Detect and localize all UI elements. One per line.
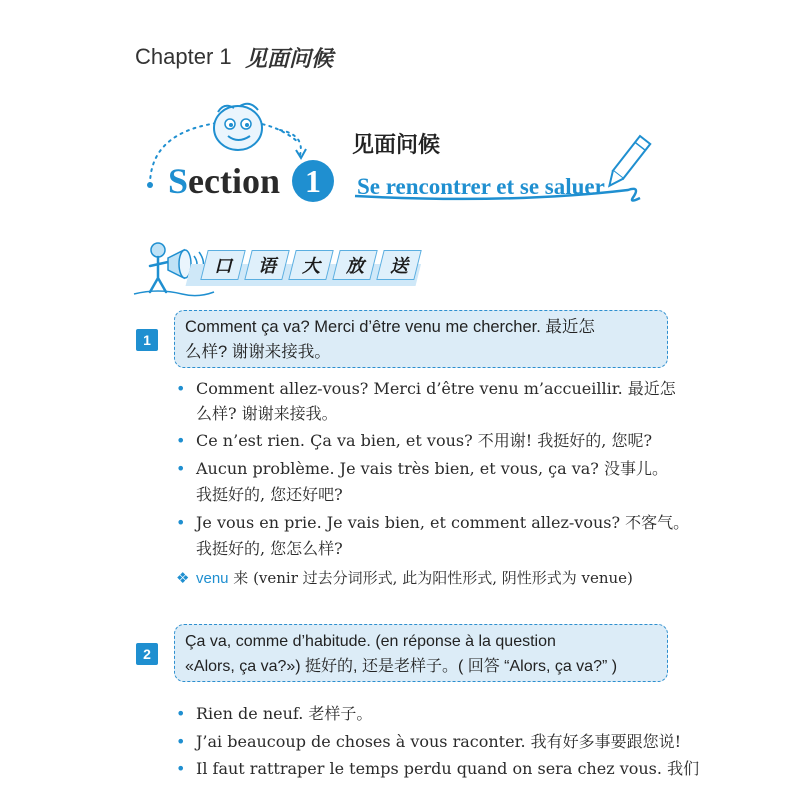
list-item: • J’ai beaucoup de choses à vous raconter. 我有好多事要跟您说! (176, 730, 681, 754)
chapter-title: 见面问候 (245, 47, 334, 72)
bullet-icon: • (176, 513, 186, 532)
bullet-icon: • (176, 459, 186, 478)
list-item: • Aucun problème. Je vais très bien, et vous, ça va? 没事儿。 (176, 457, 668, 481)
oral-tile: 送 (376, 250, 421, 280)
mascot-icon (214, 104, 262, 150)
section-word (168, 160, 280, 202)
diamond-bullet-icon: ❖ (176, 569, 190, 587)
dialog-line: «Alors, ça va?») 挺好的, 还是老样子。( 回答 “Alors, ça va?” ) (185, 658, 618, 675)
list-item: • Il faut rattraper le temps perdu quand on sera chez vous. 我们 (176, 757, 699, 781)
oral-tile: 口 (200, 250, 245, 280)
list-item-continuation: 我挺好的, 您还好吧? (196, 485, 343, 504)
chapter-label: Chapter 1 (135, 44, 232, 69)
section-title-fr: Se rencontrer et se saluer (357, 174, 605, 199)
section-title-cn: 见面问候 (352, 133, 441, 158)
list-item: • Je vous en prie. Je vais bien, et comment allez-vous? 不客气。 (176, 511, 689, 535)
bullet-icon: • (176, 379, 186, 398)
dialog-line: Comment ça va? Merci d’être venu me chercher. 最近怎 (185, 318, 595, 336)
dialog-line: Ça va, comme d’habitude. (en réponse à la question (185, 633, 556, 650)
oral-tile: 语 (244, 250, 289, 280)
section-initial: S (168, 161, 189, 201)
vocab-explanation: 来 (venir 过去分词形式, 此为阳性形式, 阴性形式为 venue) (228, 569, 633, 587)
bullet-icon: • (176, 759, 186, 778)
bullet-icon: • (176, 732, 186, 751)
vocab-note (176, 566, 633, 591)
section-rest: ection (188, 161, 280, 201)
dialog-line: 么样? 谢谢来接我。 (185, 343, 331, 361)
section-number: 1 (292, 160, 334, 202)
entry-number-badge: 1 (136, 329, 158, 351)
bullet-icon: • (176, 704, 186, 723)
list-item-continuation: 我挺好的, 您怎么样? (196, 539, 343, 558)
oral-tile: 大 (288, 250, 333, 280)
oral-practice-tiles (204, 250, 418, 280)
dialog-box (174, 310, 668, 368)
list-item-continuation: 么样? 谢谢来接我。 (196, 404, 338, 423)
list-item: • Ce n’est rien. Ça va bien, et vous? 不用谢! 我挺好的, 您呢? (176, 429, 652, 453)
pencil-icon (604, 136, 650, 190)
list-item: • Rien de neuf. 老样子。 (176, 702, 372, 726)
oral-tile: 放 (332, 250, 377, 280)
bullet-icon: • (176, 431, 186, 450)
entry-number-badge: 2 (136, 643, 158, 665)
list-item: • Comment allez-vous? Merci d’être venu m’accueillir. 最近怎 (176, 377, 676, 401)
vocab-word: venu (196, 570, 229, 587)
dialog-box (174, 624, 668, 682)
